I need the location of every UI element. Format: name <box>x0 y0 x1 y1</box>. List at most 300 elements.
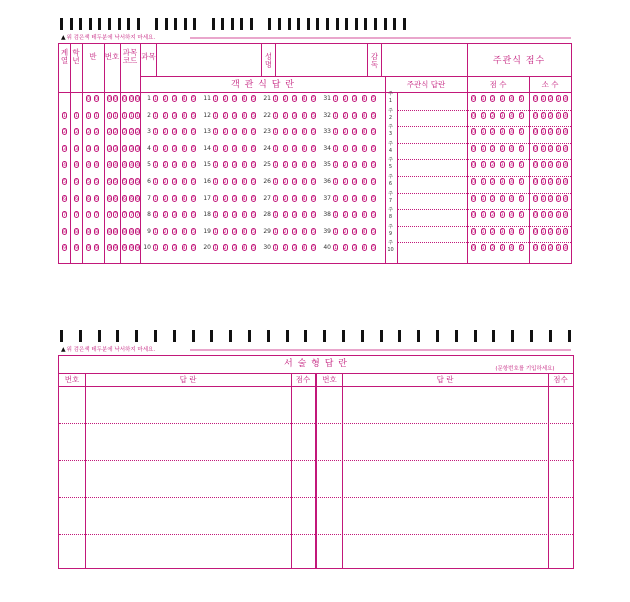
decimal-bubble[interactable]: 0 <box>534 97 537 102</box>
answer-bubble[interactable]: 3 <box>233 180 236 185</box>
id-digit-bubble[interactable]: 1 <box>123 113 126 119</box>
score-bubble[interactable]: 0 <box>472 213 475 219</box>
answer-bubble[interactable]: 5 <box>192 196 195 202</box>
answer-bubble[interactable]: 5 <box>252 146 255 152</box>
decimal-bubble[interactable]: 3 <box>556 246 560 252</box>
answer-bubble[interactable]: 4 <box>182 130 186 136</box>
id-digit-bubble[interactable]: 5 <box>123 180 126 185</box>
answer-bubble[interactable]: 1 <box>274 113 277 119</box>
answer-bubble[interactable]: 1 <box>154 146 157 152</box>
answer-bubble[interactable]: 2 <box>343 146 347 152</box>
answer-bubble[interactable]: 4 <box>242 130 246 136</box>
answer-bubble[interactable]: 3 <box>233 113 236 119</box>
answer-bubble[interactable]: 3 <box>353 196 356 202</box>
answer-bubble[interactable]: 1 <box>214 246 217 252</box>
id-digit-bubble[interactable]: 6 <box>114 196 117 202</box>
score-bubble[interactable]: 2 <box>491 229 494 235</box>
decimal-bubble[interactable]: 2 <box>549 130 552 136</box>
decimal-bubble[interactable]: 3 <box>556 196 560 202</box>
answer-bubble[interactable]: 5 <box>252 213 255 219</box>
id-digit-bubble[interactable]: 4 <box>95 163 98 169</box>
score-bubble[interactable]: 0 <box>472 146 475 152</box>
answer-bubble[interactable]: 5 <box>372 213 375 219</box>
answer-bubble[interactable]: 4 <box>242 196 246 202</box>
score-bubble[interactable]: 1 <box>481 213 485 219</box>
answer-bubble[interactable]: 1 <box>274 213 277 219</box>
decimal-bubble[interactable]: 1 <box>541 229 545 235</box>
answer-bubble[interactable]: 4 <box>362 246 366 252</box>
decimal-bubble[interactable]: 2 <box>549 213 552 219</box>
answer-bubble[interactable]: 1 <box>154 163 157 169</box>
answer-bubble[interactable]: 2 <box>343 130 347 136</box>
id-digit-bubble[interactable]: 1 <box>108 113 111 119</box>
answer-bubble[interactable]: 5 <box>312 146 315 152</box>
decimal-bubble[interactable]: 4 <box>564 146 567 152</box>
decimal-bubble[interactable]: 1 <box>541 97 545 102</box>
decimal-bubble[interactable]: 1 <box>541 130 545 136</box>
id-digit-bubble[interactable]: 4 <box>136 163 139 169</box>
answer-bubble[interactable]: 5 <box>192 163 195 169</box>
id-digit-bubble[interactable]: 8 <box>87 229 90 235</box>
answer-bubble[interactable]: 2 <box>163 97 167 102</box>
answer-bubble[interactable]: 2 <box>223 246 227 252</box>
score-bubble[interactable]: 2 <box>491 113 494 119</box>
decimal-bubble[interactable]: 0 <box>534 163 537 169</box>
id-digit-bubble[interactable]: 4 <box>108 163 111 169</box>
id-digit-bubble[interactable]: 1 <box>95 113 98 119</box>
decimal-bubble[interactable]: 0 <box>534 229 537 235</box>
id-digit-bubble[interactable]: 1 <box>130 113 133 119</box>
answer-bubble[interactable]: 4 <box>182 163 186 169</box>
id-digit-bubble[interactable]: 2 <box>95 130 98 136</box>
answer-bubble[interactable]: 2 <box>163 113 167 119</box>
answer-bubble[interactable]: 1 <box>214 229 217 235</box>
answer-bubble[interactable]: 3 <box>293 130 296 136</box>
answer-bubble[interactable]: 3 <box>293 246 296 252</box>
id-digit-bubble[interactable]: 7 <box>63 213 66 219</box>
answer-bubble[interactable]: 3 <box>353 246 356 252</box>
score-bubble[interactable]: 4 <box>510 113 513 119</box>
answer-bubble[interactable]: 4 <box>302 229 306 235</box>
answer-bubble[interactable]: 1 <box>154 97 157 102</box>
answer-bubble[interactable]: 4 <box>302 246 306 252</box>
answer-bubble[interactable]: 4 <box>362 196 366 202</box>
score-bubble[interactable]: 3 <box>500 229 504 235</box>
answer-bubble[interactable]: 5 <box>312 229 315 235</box>
id-digit-bubble[interactable]: 8 <box>63 229 66 235</box>
answer-bubble[interactable]: 3 <box>293 146 296 152</box>
decimal-bubble[interactable]: 4 <box>564 130 567 136</box>
answer-bubble[interactable]: 1 <box>214 113 217 119</box>
answer-bubble[interactable]: 1 <box>154 213 157 219</box>
answer-bubble[interactable]: 4 <box>302 196 306 202</box>
id-digit-bubble[interactable]: 6 <box>95 196 98 202</box>
answer-bubble[interactable]: 2 <box>343 163 347 169</box>
answer-bubble[interactable]: 1 <box>334 113 337 119</box>
id-digit-bubble[interactable]: 1 <box>114 113 117 119</box>
answer-bubble[interactable]: 4 <box>302 97 306 102</box>
score-bubble[interactable]: 4 <box>510 130 513 136</box>
answer-bubble[interactable]: 1 <box>214 130 217 136</box>
answer-bubble[interactable]: 1 <box>274 163 277 169</box>
id-digit-bubble[interactable]: 1 <box>75 113 78 119</box>
score-bubble[interactable]: 0 <box>472 196 475 202</box>
answer-bubble[interactable]: 4 <box>182 246 186 252</box>
answer-bubble[interactable]: 4 <box>302 163 306 169</box>
decimal-bubble[interactable]: 0 <box>534 113 537 119</box>
answer-bubble[interactable]: 3 <box>173 97 176 102</box>
answer-bubble[interactable]: 3 <box>233 229 236 235</box>
answer-bubble[interactable]: 4 <box>182 113 186 119</box>
score-bubble[interactable]: 5 <box>519 146 523 152</box>
answer-bubble[interactable]: 3 <box>233 130 236 136</box>
answer-bubble[interactable]: 3 <box>353 130 356 136</box>
id-digit-bubble[interactable]: 8 <box>95 229 98 235</box>
answer-bubble[interactable]: 4 <box>242 113 246 119</box>
answer-bubble[interactable]: 1 <box>334 163 337 169</box>
score-bubble[interactable]: 3 <box>500 213 504 219</box>
answer-bubble[interactable]: 3 <box>293 229 296 235</box>
answer-bubble[interactable]: 3 <box>293 213 296 219</box>
answer-bubble[interactable]: 3 <box>173 146 176 152</box>
decimal-bubble[interactable]: 0 <box>534 130 537 136</box>
score-bubble[interactable]: 1 <box>481 130 485 136</box>
decimal-bubble[interactable]: 0 <box>534 146 537 152</box>
decimal-bubble[interactable]: 4 <box>564 180 567 185</box>
answer-bubble[interactable]: 5 <box>312 246 315 252</box>
answer-bubble[interactable]: 3 <box>233 213 236 219</box>
decimal-bubble[interactable]: 2 <box>549 97 552 102</box>
answer-bubble[interactable]: 3 <box>353 97 356 102</box>
answer-bubble[interactable]: 3 <box>353 146 356 152</box>
id-digit-bubble[interactable]: 2 <box>108 130 111 136</box>
id-digit-bubble[interactable]: 6 <box>63 196 66 202</box>
answer-bubble[interactable]: 5 <box>252 163 255 169</box>
decimal-bubble[interactable]: 0 <box>534 246 537 252</box>
answer-bubble[interactable]: 5 <box>252 113 255 119</box>
answer-bubble[interactable]: 2 <box>343 97 347 102</box>
id-digit-bubble[interactable]: 1 <box>136 113 139 119</box>
id-digit-bubble[interactable]: 1 <box>63 113 66 119</box>
answer-bubble[interactable]: 2 <box>223 130 227 136</box>
answer-bubble[interactable]: 2 <box>223 196 227 202</box>
answer-bubble[interactable]: 4 <box>182 97 186 102</box>
answer-bubble[interactable]: 1 <box>214 163 217 169</box>
score-bubble[interactable]: 4 <box>510 229 513 235</box>
id-digit-bubble[interactable]: 2 <box>114 130 117 136</box>
id-digit-bubble[interactable]: 4 <box>87 163 90 169</box>
score-bubble[interactable]: 0 <box>472 130 475 136</box>
id-digit-bubble[interactable]: 2 <box>123 130 126 136</box>
score-bubble[interactable]: 2 <box>491 97 494 102</box>
id-digit-bubble[interactable]: 7 <box>75 213 78 219</box>
answer-bubble[interactable]: 5 <box>372 113 375 119</box>
score-bubble[interactable]: 5 <box>519 213 523 219</box>
answer-bubble[interactable]: 5 <box>312 213 315 219</box>
decimal-bubble[interactable]: 2 <box>549 196 552 202</box>
id-digit-bubble[interactable]: 5 <box>114 180 117 185</box>
answer-bubble[interactable]: 2 <box>163 180 167 185</box>
id-digit-bubble[interactable]: 7 <box>87 213 90 219</box>
answer-bubble[interactable]: 4 <box>242 213 246 219</box>
id-digit-bubble[interactable]: 3 <box>75 146 78 152</box>
id-digit-bubble[interactable]: 0 <box>114 97 117 102</box>
id-digit-bubble[interactable]: 8 <box>108 229 111 235</box>
id-digit-bubble[interactable]: 2 <box>130 130 133 136</box>
answer-bubble[interactable]: 3 <box>353 213 356 219</box>
answer-bubble[interactable]: 3 <box>173 163 176 169</box>
score-bubble[interactable]: 4 <box>510 97 513 102</box>
id-digit-bubble[interactable]: 9 <box>136 246 139 252</box>
answer-bubble[interactable]: 3 <box>173 113 176 119</box>
answer-bubble[interactable]: 3 <box>233 196 236 202</box>
decimal-bubble[interactable]: 3 <box>556 113 560 119</box>
answer-bubble[interactable]: 2 <box>283 163 287 169</box>
id-digit-bubble[interactable]: 2 <box>63 130 66 136</box>
answer-bubble[interactable]: 1 <box>334 130 337 136</box>
decimal-bubble[interactable]: 4 <box>564 246 567 252</box>
score-bubble[interactable]: 2 <box>491 196 494 202</box>
answer-bubble[interactable]: 2 <box>163 146 167 152</box>
decimal-bubble[interactable]: 2 <box>549 246 552 252</box>
answer-bubble[interactable]: 3 <box>293 97 296 102</box>
decimal-bubble[interactable]: 3 <box>556 130 560 136</box>
answer-bubble[interactable]: 1 <box>274 146 277 152</box>
answer-bubble[interactable]: 5 <box>252 97 255 102</box>
score-bubble[interactable]: 5 <box>519 130 523 136</box>
score-bubble[interactable]: 5 <box>519 246 523 252</box>
answer-bubble[interactable]: 2 <box>223 213 227 219</box>
score-bubble[interactable]: 3 <box>500 130 504 136</box>
score-bubble[interactable]: 4 <box>510 180 513 185</box>
answer-bubble[interactable]: 1 <box>334 229 337 235</box>
id-digit-bubble[interactable]: 9 <box>95 246 98 252</box>
score-bubble[interactable]: 1 <box>481 146 485 152</box>
answer-bubble[interactable]: 3 <box>353 180 356 185</box>
answer-bubble[interactable]: 4 <box>302 113 306 119</box>
answer-bubble[interactable]: 1 <box>334 180 337 185</box>
score-bubble[interactable]: 2 <box>491 180 494 185</box>
answer-bubble[interactable]: 1 <box>214 196 217 202</box>
answer-bubble[interactable]: 3 <box>233 246 236 252</box>
answer-bubble[interactable]: 2 <box>283 246 287 252</box>
answer-bubble[interactable]: 5 <box>372 130 375 136</box>
score-bubble[interactable]: 0 <box>472 97 475 102</box>
score-bubble[interactable]: 0 <box>472 180 475 185</box>
answer-bubble[interactable]: 5 <box>372 146 375 152</box>
answer-bubble[interactable]: 2 <box>283 229 287 235</box>
decimal-bubble[interactable]: 2 <box>549 146 552 152</box>
id-digit-bubble[interactable]: 4 <box>75 163 78 169</box>
id-digit-bubble[interactable]: 2 <box>87 130 90 136</box>
id-digit-bubble[interactable]: 7 <box>108 213 111 219</box>
answer-bubble[interactable]: 1 <box>214 146 217 152</box>
decimal-bubble[interactable]: 1 <box>541 213 545 219</box>
answer-bubble[interactable]: 3 <box>173 213 176 219</box>
score-bubble[interactable]: 2 <box>491 213 494 219</box>
id-digit-bubble[interactable]: 9 <box>130 246 133 252</box>
answer-bubble[interactable]: 2 <box>343 180 347 185</box>
score-bubble[interactable]: 5 <box>519 113 523 119</box>
answer-bubble[interactable]: 4 <box>302 180 306 185</box>
id-digit-bubble[interactable]: 9 <box>75 246 78 252</box>
id-digit-bubble[interactable]: 0 <box>87 97 90 102</box>
id-digit-bubble[interactable]: 3 <box>123 146 126 152</box>
id-digit-bubble[interactable]: 9 <box>123 246 126 252</box>
score-bubble[interactable]: 4 <box>510 246 513 252</box>
decimal-bubble[interactable]: 3 <box>556 146 560 152</box>
id-digit-bubble[interactable]: 0 <box>130 97 133 102</box>
answer-bubble[interactable]: 2 <box>223 113 227 119</box>
score-bubble[interactable]: 2 <box>491 163 494 169</box>
score-bubble[interactable]: 3 <box>500 180 504 185</box>
decimal-bubble[interactable]: 4 <box>564 97 567 102</box>
answer-bubble[interactable]: 4 <box>242 146 246 152</box>
answer-bubble[interactable]: 4 <box>362 180 366 185</box>
answer-bubble[interactable]: 2 <box>283 146 287 152</box>
answer-bubble[interactable]: 3 <box>353 229 356 235</box>
score-bubble[interactable]: 1 <box>481 113 485 119</box>
score-bubble[interactable]: 3 <box>500 196 504 202</box>
answer-bubble[interactable]: 2 <box>343 246 347 252</box>
score-bubble[interactable]: 3 <box>500 163 504 169</box>
answer-bubble[interactable]: 2 <box>223 180 227 185</box>
decimal-bubble[interactable]: 4 <box>564 229 567 235</box>
answer-bubble[interactable]: 5 <box>372 229 375 235</box>
answer-bubble[interactable]: 3 <box>293 196 296 202</box>
answer-bubble[interactable]: 3 <box>173 180 176 185</box>
score-bubble[interactable]: 1 <box>481 196 485 202</box>
answer-bubble[interactable]: 5 <box>312 130 315 136</box>
answer-bubble[interactable]: 1 <box>154 130 157 136</box>
answer-bubble[interactable]: 5 <box>372 97 375 102</box>
answer-bubble[interactable]: 1 <box>274 229 277 235</box>
answer-bubble[interactable]: 1 <box>274 196 277 202</box>
answer-bubble[interactable]: 3 <box>353 163 356 169</box>
id-digit-bubble[interactable]: 3 <box>108 146 111 152</box>
id-digit-bubble[interactable]: 5 <box>75 180 78 185</box>
decimal-bubble[interactable]: 4 <box>564 213 567 219</box>
id-digit-bubble[interactable]: 0 <box>136 97 139 102</box>
answer-bubble[interactable]: 4 <box>182 196 186 202</box>
answer-bubble[interactable]: 4 <box>242 180 246 185</box>
answer-bubble[interactable]: 4 <box>362 130 366 136</box>
answer-bubble[interactable]: 5 <box>252 246 255 252</box>
answer-bubble[interactable]: 1 <box>274 246 277 252</box>
id-digit-bubble[interactable]: 1 <box>87 113 90 119</box>
id-digit-bubble[interactable]: 4 <box>123 163 126 169</box>
answer-bubble[interactable]: 5 <box>312 113 315 119</box>
id-digit-bubble[interactable]: 8 <box>136 229 139 235</box>
id-digit-bubble[interactable]: 5 <box>108 180 111 185</box>
decimal-bubble[interactable]: 2 <box>549 163 552 169</box>
id-digit-bubble[interactable]: 3 <box>136 146 139 152</box>
score-bubble[interactable]: 5 <box>519 163 523 169</box>
answer-bubble[interactable]: 5 <box>192 130 195 136</box>
answer-bubble[interactable]: 4 <box>182 180 186 185</box>
decimal-bubble[interactable]: 4 <box>564 196 567 202</box>
score-bubble[interactable]: 1 <box>481 97 485 102</box>
answer-bubble[interactable]: 1 <box>334 246 337 252</box>
answer-bubble[interactable]: 1 <box>154 246 157 252</box>
answer-bubble[interactable]: 5 <box>312 97 315 102</box>
answer-bubble[interactable]: 1 <box>214 213 217 219</box>
answer-bubble[interactable]: 2 <box>343 196 347 202</box>
id-digit-bubble[interactable]: 8 <box>123 229 126 235</box>
answer-bubble[interactable]: 4 <box>362 97 366 102</box>
answer-bubble[interactable]: 2 <box>163 246 167 252</box>
id-digit-bubble[interactable]: 7 <box>114 213 117 219</box>
answer-bubble[interactable]: 4 <box>362 146 366 152</box>
score-bubble[interactable]: 2 <box>491 146 494 152</box>
id-digit-bubble[interactable]: 9 <box>87 246 90 252</box>
answer-bubble[interactable]: 2 <box>223 97 227 102</box>
answer-bubble[interactable]: 4 <box>242 246 246 252</box>
id-digit-bubble[interactable]: 9 <box>63 246 66 252</box>
answer-bubble[interactable]: 2 <box>223 146 227 152</box>
decimal-bubble[interactable]: 0 <box>534 213 537 219</box>
answer-bubble[interactable]: 1 <box>334 97 337 102</box>
answer-bubble[interactable]: 5 <box>192 213 195 219</box>
answer-bubble[interactable]: 3 <box>293 113 296 119</box>
answer-bubble[interactable]: 2 <box>343 113 347 119</box>
id-digit-bubble[interactable]: 7 <box>95 213 98 219</box>
id-digit-bubble[interactable]: 7 <box>123 213 126 219</box>
answer-bubble[interactable]: 5 <box>372 196 375 202</box>
answer-bubble[interactable]: 5 <box>192 146 195 152</box>
answer-bubble[interactable]: 2 <box>163 130 167 136</box>
decimal-bubble[interactable]: 1 <box>541 146 545 152</box>
answer-bubble[interactable]: 3 <box>233 146 236 152</box>
answer-bubble[interactable]: 5 <box>312 163 315 169</box>
answer-bubble[interactable]: 4 <box>182 146 186 152</box>
id-digit-bubble[interactable]: 3 <box>95 146 98 152</box>
score-bubble[interactable]: 3 <box>500 246 504 252</box>
id-digit-bubble[interactable]: 4 <box>114 163 117 169</box>
score-bubble[interactable]: 4 <box>510 213 513 219</box>
score-bubble[interactable]: 0 <box>472 229 475 235</box>
answer-bubble[interactable]: 2 <box>163 196 167 202</box>
answer-bubble[interactable]: 2 <box>283 213 287 219</box>
decimal-bubble[interactable]: 3 <box>556 213 560 219</box>
answer-bubble[interactable]: 4 <box>302 146 306 152</box>
id-digit-bubble[interactable]: 8 <box>130 229 133 235</box>
answer-bubble[interactable]: 1 <box>334 213 337 219</box>
answer-bubble[interactable]: 3 <box>173 196 176 202</box>
answer-bubble[interactable]: 4 <box>182 229 186 235</box>
answer-bubble[interactable]: 4 <box>362 163 366 169</box>
decimal-bubble[interactable]: 2 <box>549 229 552 235</box>
id-digit-bubble[interactable]: 6 <box>130 196 133 202</box>
answer-bubble[interactable]: 1 <box>154 180 157 185</box>
decimal-bubble[interactable]: 2 <box>549 113 552 119</box>
answer-bubble[interactable]: 4 <box>182 213 186 219</box>
id-digit-bubble[interactable]: 3 <box>63 146 66 152</box>
answer-bubble[interactable]: 4 <box>242 97 246 102</box>
answer-bubble[interactable]: 4 <box>362 113 366 119</box>
id-digit-bubble[interactable]: 4 <box>130 163 133 169</box>
id-digit-bubble[interactable]: 8 <box>75 229 78 235</box>
answer-bubble[interactable]: 3 <box>233 163 236 169</box>
decimal-bubble[interactable]: 1 <box>541 180 545 185</box>
answer-bubble[interactable]: 5 <box>192 246 195 252</box>
score-bubble[interactable]: 1 <box>481 229 485 235</box>
answer-bubble[interactable]: 4 <box>242 229 246 235</box>
id-digit-bubble[interactable]: 0 <box>108 97 111 102</box>
answer-bubble[interactable]: 1 <box>154 113 157 119</box>
answer-bubble[interactable]: 5 <box>192 97 195 102</box>
id-digit-bubble[interactable]: 5 <box>63 180 66 185</box>
